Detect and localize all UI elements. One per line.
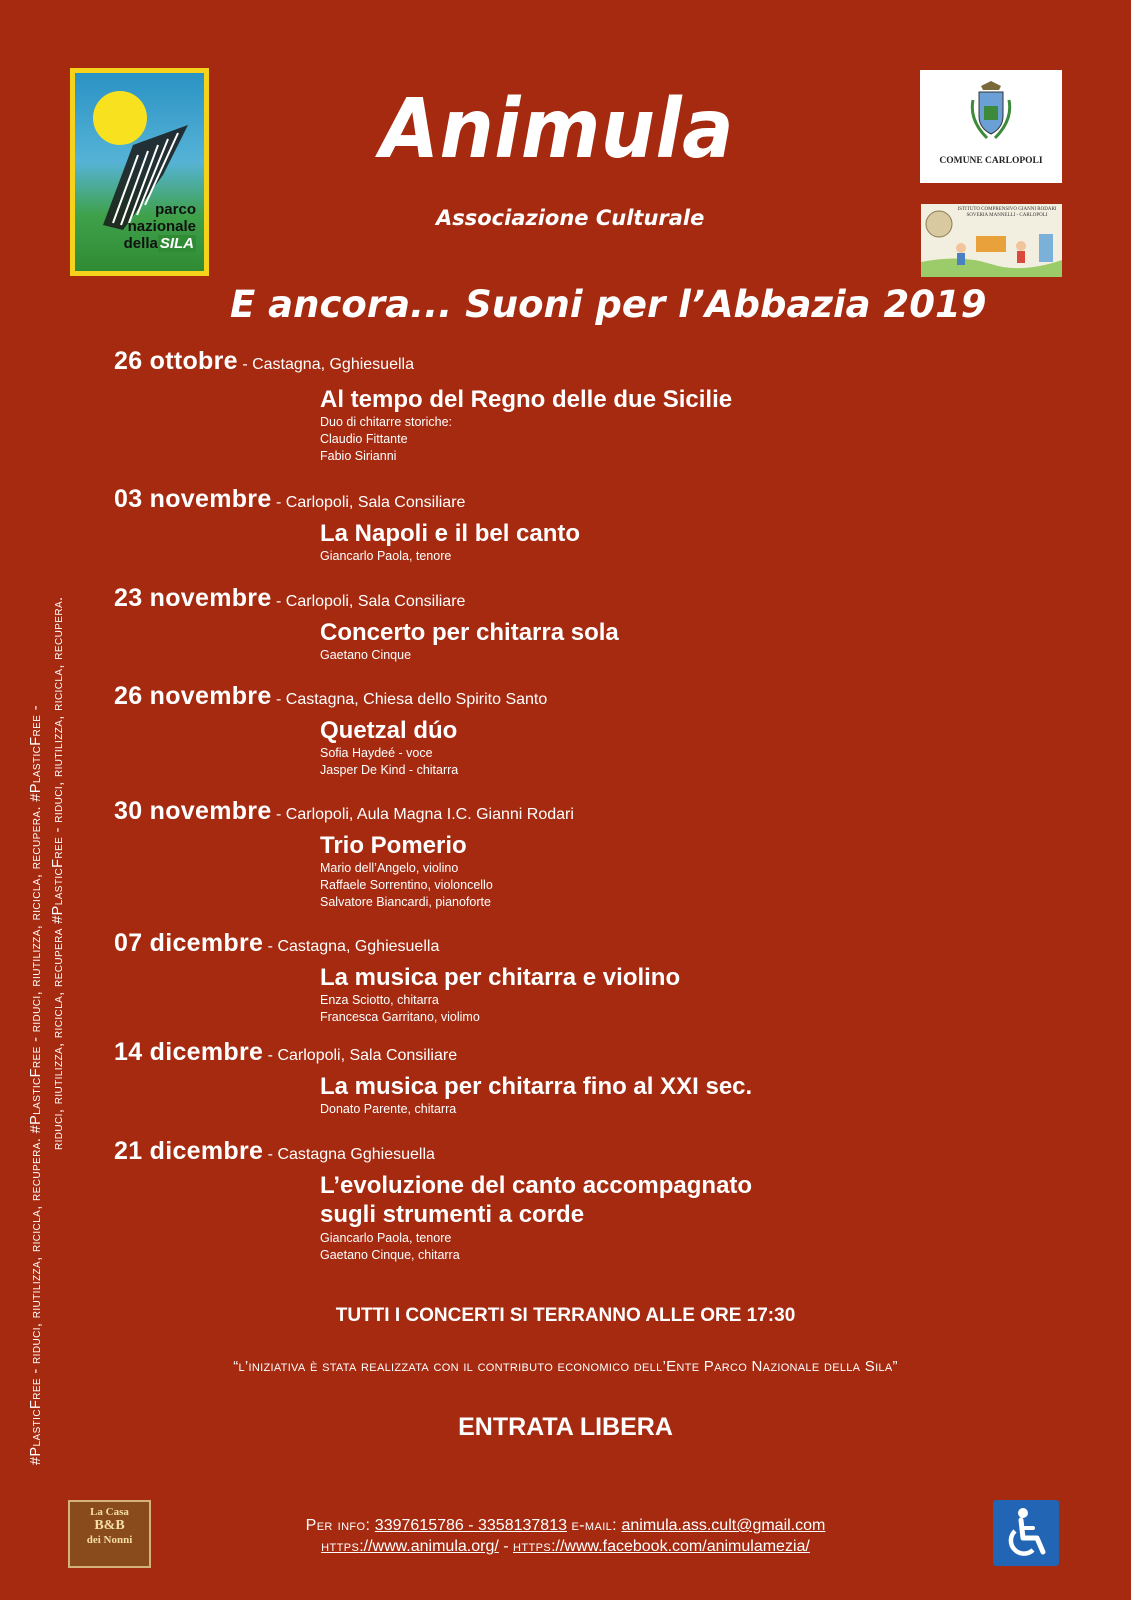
event-title: Quetzal dúo [320,717,458,744]
event-place: Carlopoli, Sala Consiliare [277,1047,458,1064]
phone-numbers[interactable]: 3397615786 - 3358137813 [374,1517,567,1534]
parco-logo-text: parco nazionale della SILA [123,201,196,252]
event-place: Carlopoli, Sala Consiliare [285,593,466,610]
parco-sila-logo [70,68,209,276]
event-item: 23 novembre - Carlopoli, Sala Consiliare Concerto per chitarra sola Gaetano Cinque [114,584,619,662]
event-item: 26 ottobre - Castagna, Gghiesuella Al tempo del Regno delle due Sicilie Duo di chitarre storiche: Claudio Fittante Fabio Sirianni [114,347,733,463]
school-caption: ISTITUTO COMPRENSIVO GIANNI RODARI SOVERIA MANNELLI - CARLOPOLI [957,207,1057,218]
event-item: 03 novembre - Carlopoli, Sala Consiliare La Napoli e il bel canto Giancarlo Paola, tenore [114,485,581,563]
email-link[interactable]: animula.ass.cult@gmail.com [621,1517,826,1534]
email-label: e-mail: [571,1517,618,1534]
event-date: 07 dicembre [114,929,264,957]
event-date: 26 novembre [114,682,272,710]
info-label: Per info: [305,1517,371,1534]
event-item: 30 novembre - Carlopoli, Aula Magna I.C. Gianni Rodari Trio Pomerio Mario dell’Angelo, violino Raffaele Sorrentino, violoncello Salvatore Biancardi, pianoforte [114,797,574,909]
facebook-link[interactable]: https://www.facebook.com/animulamezia/ [513,1538,810,1555]
event-date: 23 novembre [114,584,272,612]
event-series-title: E ancora... Suoni per l’Abbazia 2019 [230,283,987,326]
bb-casa-dei-nonni-logo: La Casa B&B dei Nonni [68,1500,151,1568]
event-title: Concerto per chitarra sola [320,619,619,646]
free-entry: ENTRATA LIBERA [458,1413,673,1441]
comune-carlopoli-logo [920,70,1062,183]
wheelchair-access-icon [993,1500,1059,1566]
event-place: Carlopoli, Sala Consiliare [285,494,466,511]
event-performers: Giancarlo Paola, tenore [320,549,452,563]
website-link[interactable]: https://www.animula.org/ [321,1538,499,1555]
event-date: 21 dicembre [114,1137,264,1165]
event-performers: Mario dell’Angelo, violino Raffaele Sorrentino, violoncello Salvatore Biancardi, pianoforte [320,861,493,909]
event-place: Castagna, Gghiesuella [277,938,440,955]
event-date: 14 dicembre [114,1038,264,1066]
concert-time-note: TUTTI I CONCERTI SI TERRANNO ALLE ORE 17:30 [335,1305,796,1326]
contact-info [0,1517,1131,1535]
event-performers: Enza Sciotto, chitarra Francesca Garritano, violimo [320,993,480,1024]
comune-caption: COMUNE CARLOPOLI [939,156,1043,166]
event-title: La musica per chitarra e violino [320,964,681,991]
event-performers: Giancarlo Paola, tenore Gaetano Cinque, chitarra [320,1231,460,1262]
event-item: 07 dicembre - Castagna, Gghiesuella La musica per chitarra e violino Enza Sciotto, chitarra Francesca Garritano, violimo [114,929,681,1024]
event-item: 14 dicembre - Carlopoli, Sala Consiliare La musica per chitarra fino al XXI sec. Donato Parente, chitarra [114,1038,753,1116]
event-date: 26 ottobre [114,347,238,375]
event-item: 26 novembre - Castagna, Chiesa dello Spirito Santo Quetzal dúo Sofia Haydeé - voce Jasper De Kind - chitarra [114,682,548,777]
event-date: 30 novembre [114,797,272,825]
event-performers: Sofia Haydeé - voce Jasper De Kind - chitarra [320,746,459,777]
event-title: Trio Pomerio [320,832,467,859]
event-place: Castagna Gghiesuella [277,1146,435,1163]
event-title: La musica per chitarra fino al XXI sec. [320,1073,753,1100]
event-title: La Napoli e il bel canto [320,520,581,547]
event-performers: Gaetano Cinque [320,648,412,662]
school-logo [921,204,1062,277]
sponsor-credit: “l’iniziativa è stata realizzata con il contributo economico dell’Ente Parco Nazionale della Sila” [233,1358,898,1375]
plastic-free-line-2: riduci, riutilizza, ricicla, recupera #PlasticFree - riduci, riutilizza, ricicla, recupera. [50,596,66,1150]
event-place: Castagna, Gghiesuella [252,356,414,373]
event-item: 21 dicembre - Castagna Gghiesuella L’evoluzione del canto accompagnato sugli strumenti a corde Giancarlo Paola, tenore Gaetano Cinque, chitarra [114,1137,753,1262]
association-subtitle: Associazione Culturale [436,206,705,230]
event-title-line-2: sugli strumenti a corde [320,1201,585,1228]
event-date: 03 novembre [114,485,272,513]
event-title: L’evoluzione del canto accompagnato [320,1172,753,1199]
event-performers: Donato Parente, chitarra [320,1102,457,1116]
plastic-free-line-1: #PlasticFree - riduci, riutilizza, ricicla, recupera. #PlasticFree - riduci, riutilizza, ricicla, recupera. #PlasticFree - [28,705,44,1465]
website-links: https://www.animula.org/ - https://www.facebook.com/animulamezia/ [321,1538,810,1555]
event-place: Castagna, Chiesa dello Spirito Santo [285,691,548,708]
crest-icon [967,80,1015,142]
event-title: Al tempo del Regno delle due Sicilie [320,386,733,413]
event-performers: Duo di chitarre storiche: Claudio Fittante Fabio Sirianni [320,415,453,463]
event-place: Carlopoli, Aula Magna I.C. Gianni Rodari [285,806,574,823]
animula-title: Animula [380,82,735,177]
